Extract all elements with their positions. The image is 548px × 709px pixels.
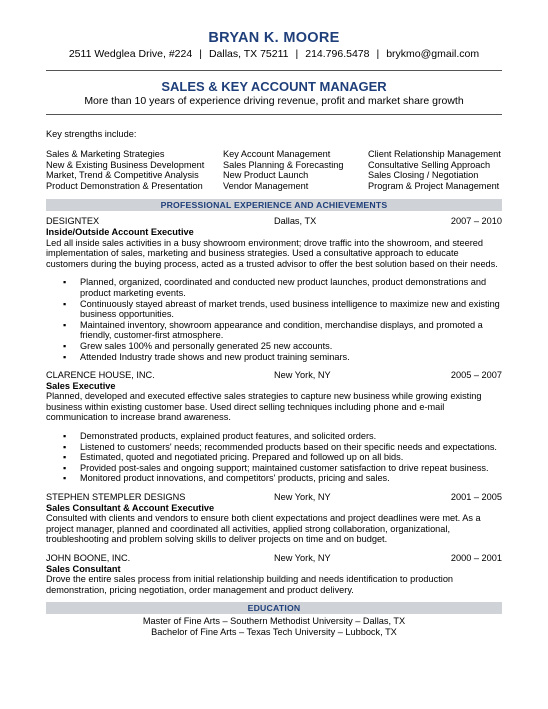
job-role: Inside/Outside Account Executive [46, 226, 194, 237]
strength-item: Sales & Marketing Strategies [46, 149, 165, 159]
job-description: Led all inside sales activities in a busy showroom environment; drove traffic into the showroom, and steered implementation of sales, marketing and business strategies. Used a consultative approach to educate customers during the buying process, acted as a trusted advisor to offer the best solution based on their needs. [46, 237, 498, 269]
job-entry [46, 216, 502, 362]
address: 2511 Wedglea Drive, #224 [68, 48, 193, 60]
experience-heading: PROFESSIONAL EXPERIENCE AND ACHIEVEMENTS [46, 199, 502, 211]
achievement-item: ▪ Listened to customers' needs; recommended products based on their specific needs and expectations. [80, 442, 502, 453]
strength-item: Key Account Management [223, 149, 331, 159]
achievement-item: ▪ Maintained inventory, showroom appearance and condition, merchandise displays, and promoted a friendly, customer-first atmosphere. [80, 320, 502, 341]
job-description: Planned, developed and executed effective sales strategies to capture new business while growing existing business within existing customer base. Used direct selling techniques including phone and e-mail communication to increase brand awareness. [46, 391, 482, 423]
job-role: Sales Executive [46, 380, 116, 391]
achievement-item: ▪ Attended Industry trade shows and new product training seminars. [80, 352, 502, 363]
achievement-list [46, 277, 502, 362]
strengths-column [46, 149, 223, 191]
strength-item: Program & Project Management [368, 180, 500, 191]
achievement-item: ▪ Estimated, quoted and negotiated pricing. Prepared and followed up on all bids. [80, 452, 502, 463]
job-dates: 2007 – 2010 [450, 216, 502, 227]
separator: | [295, 48, 299, 60]
job-location: New York, NY [274, 492, 331, 503]
strengths-column [368, 149, 502, 191]
achievement-list [46, 431, 502, 484]
strength-item: Market, Trend & Competitive Analysis [46, 170, 199, 181]
education-list [46, 616, 502, 637]
job-location: Dallas, TX [274, 216, 317, 227]
strength-item: Sales Closing / Negotiation [368, 170, 479, 181]
job-location: New York, NY [274, 553, 331, 563]
strength-item: New & Existing Business Development [46, 159, 205, 170]
strength-item: Consultative Selling Approach [368, 159, 491, 170]
job-dates: 2000 – 2001 [450, 553, 502, 563]
city: Dallas, TX 75211 [208, 48, 289, 60]
company-name: DESIGNTEX [46, 216, 100, 227]
degree-item: Bachelor of Fine Arts – Texas Tech University – Lubbock, TX [151, 626, 397, 637]
achievement-item: ▪ Demonstrated products, explained product features, and solicited orders. [80, 431, 502, 442]
company-name: STEPHEN STEMPLER DESIGNS [46, 492, 186, 503]
job-header [46, 553, 502, 564]
spacer [46, 362, 502, 370]
strengths-grid [46, 149, 502, 191]
strength-item: New Product Launch [223, 170, 309, 181]
company-name: JOHN BOONE, INC. [46, 553, 131, 563]
achievement-item: ▪ Planned, organized, coordinated and conducted new product launches, product demonstrations and product marketing events. [80, 277, 502, 298]
job-header [46, 370, 502, 381]
strengths-label: Key strengths include: [46, 129, 137, 139]
achievement-item: ▪ Continuously stayed abreast of market trends, used business intelligence to maximize new and existing business opportunities. [80, 299, 502, 320]
phone: 214.796.5478 [305, 48, 370, 60]
separator: | [199, 48, 202, 60]
job-header [46, 492, 502, 503]
strength-item: Product Demonstration & Presentation [46, 180, 203, 191]
job-role: Sales Consultant [46, 563, 121, 574]
spacer [46, 545, 502, 553]
job-description: Drove the entire sales process from initial relationship building and needs identification to production demonstration, pricing negotiation, order management and product delivery. [46, 574, 454, 595]
strength-item: Vendor Management [223, 180, 309, 191]
job-role: Sales Consultant & Account Executive [46, 502, 215, 513]
job-entry [46, 553, 502, 595]
separator: | [376, 48, 380, 60]
degree-item: Master of Fine Arts – Southern Methodist University – Dallas, TX [142, 616, 406, 627]
email: brykmo@gmail.com [386, 48, 480, 60]
tagline: More than 10 years of experience driving revenue, profit and market share growth [84, 95, 464, 107]
contact-line [46, 48, 502, 60]
achievement-item: ▪ Provided post-sales and ongoing support; maintained customer satisfaction to drive repeat business. [80, 463, 502, 474]
achievement-item: ▪ Grew sales 100% and personally generated 25 new accounts. [80, 341, 502, 352]
achievement-item: ▪ Monitored product innovations, and competitors' products, pricing and sales. [80, 473, 502, 484]
job-dates: 2005 – 2007 [450, 370, 502, 381]
job-dates: 2001 – 2005 [450, 492, 502, 503]
candidate-name: BRYAN K. MOORE [208, 30, 340, 46]
job-entry [46, 492, 502, 545]
strengths-column [223, 149, 368, 191]
spacer [46, 484, 502, 492]
job-entry [46, 370, 502, 484]
company-name: CLARENCE HOUSE, INC. [46, 370, 155, 381]
job-description: Consulted with clients and vendors to ensure both client expectations and project deadlines were met. As a project manager, planned and coordinated all activities, applied strong collaboration, organizational, troubleshooting and problem solving skills to deliver projects on time and on budget. [46, 513, 481, 545]
strength-item: Client Relationship Management [368, 149, 501, 159]
job-header [46, 216, 502, 227]
job-location: New York, NY [274, 370, 331, 381]
education-heading: EDUCATION [46, 602, 502, 614]
headline-divider [46, 114, 502, 115]
job-title: SALES & KEY ACCOUNT MANAGER [161, 79, 387, 94]
header-divider [46, 70, 502, 71]
strength-item: Sales Planning & Forecasting [223, 159, 344, 170]
